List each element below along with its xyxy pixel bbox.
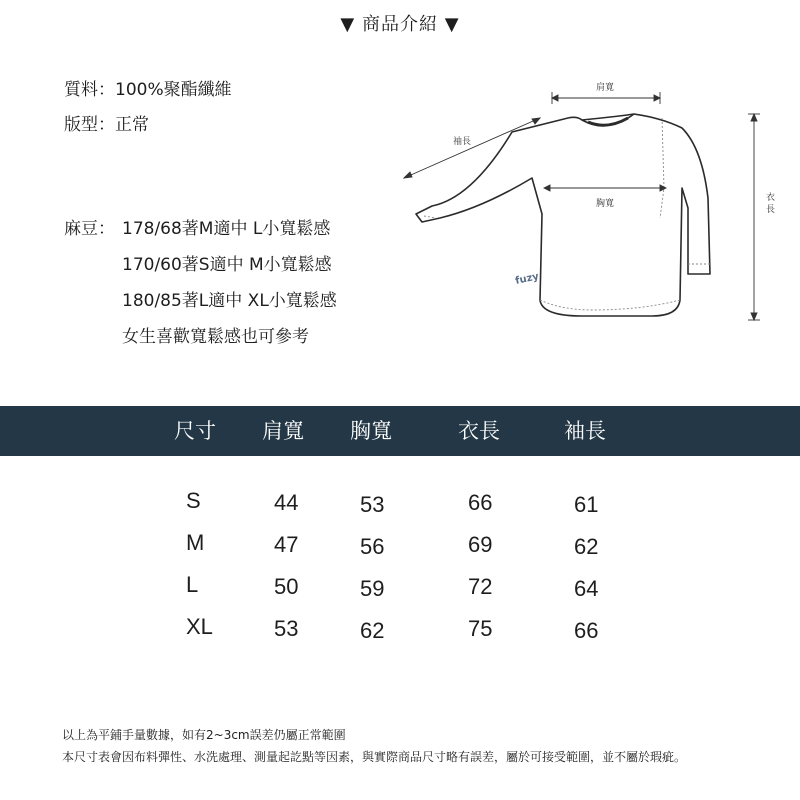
cell-sleeve: 62 xyxy=(574,534,599,559)
cell-chest: 62 xyxy=(360,618,385,643)
cell-length: 75 xyxy=(468,616,493,641)
page-title: ▼ 商品介紹 ▼ xyxy=(340,14,460,35)
cell-length: 69 xyxy=(468,532,493,557)
fit-spec: 版型：正常 xyxy=(64,115,149,135)
model-line: 170/60著S適中 M小寬鬆感 xyxy=(122,255,332,275)
cell-size: S xyxy=(186,488,201,513)
cell-shoulder: 50 xyxy=(274,574,299,599)
cell-size: M xyxy=(186,530,205,555)
cell-shoulder: 47 xyxy=(274,532,299,557)
cell-sleeve: 66 xyxy=(574,618,599,643)
model-label: 麻豆： xyxy=(64,219,115,239)
model-line: 178/68著M適中 L小寬鬆感 xyxy=(122,219,331,239)
length-label-1: 衣 xyxy=(766,193,776,203)
garment-diagram xyxy=(392,78,792,328)
material-spec: 質料：100%聚酯纖維 xyxy=(64,80,232,100)
brand-logo: fuzy xyxy=(514,271,540,287)
disclaimer-note: 本尺寸表會因布料彈性、水洗處理、測量起訖點等因素，與實際商品尺寸略有誤差，屬於可接受範圍，並不屬於瑕疵。 xyxy=(62,750,687,764)
header-chest: 胸寬 xyxy=(350,419,392,443)
length-label-2: 長 xyxy=(766,205,776,215)
header-length: 衣長 xyxy=(458,419,500,443)
cell-size: XL xyxy=(186,614,213,639)
sleeve-label: 袖長 xyxy=(452,137,472,147)
model-line: 女生喜歡寬鬆感也可參考 xyxy=(122,327,309,347)
chest-label: 胸寬 xyxy=(595,199,615,209)
cell-chest: 59 xyxy=(360,576,385,601)
cell-shoulder: 44 xyxy=(274,490,299,515)
header-size: 尺寸 xyxy=(174,419,216,443)
cell-length: 72 xyxy=(468,574,493,599)
measurement-note: 以上為平鋪手量數據，如有2~3cm誤差仍屬正常範圍 xyxy=(62,728,346,742)
model-line: 180/85著L適中 XL小寬鬆感 xyxy=(122,291,337,311)
cell-length: 66 xyxy=(468,490,493,515)
cell-sleeve: 64 xyxy=(574,576,599,601)
cell-shoulder: 53 xyxy=(274,616,299,641)
cell-size: L xyxy=(186,572,199,597)
cell-chest: 56 xyxy=(360,534,385,559)
cell-chest: 53 xyxy=(360,492,385,517)
size-table-header xyxy=(0,406,800,456)
header-sleeve: 袖長 xyxy=(564,419,606,443)
cell-sleeve: 61 xyxy=(574,492,599,517)
shoulder-label: 肩寬 xyxy=(595,83,615,93)
header-shoulder: 肩寬 xyxy=(262,419,304,443)
